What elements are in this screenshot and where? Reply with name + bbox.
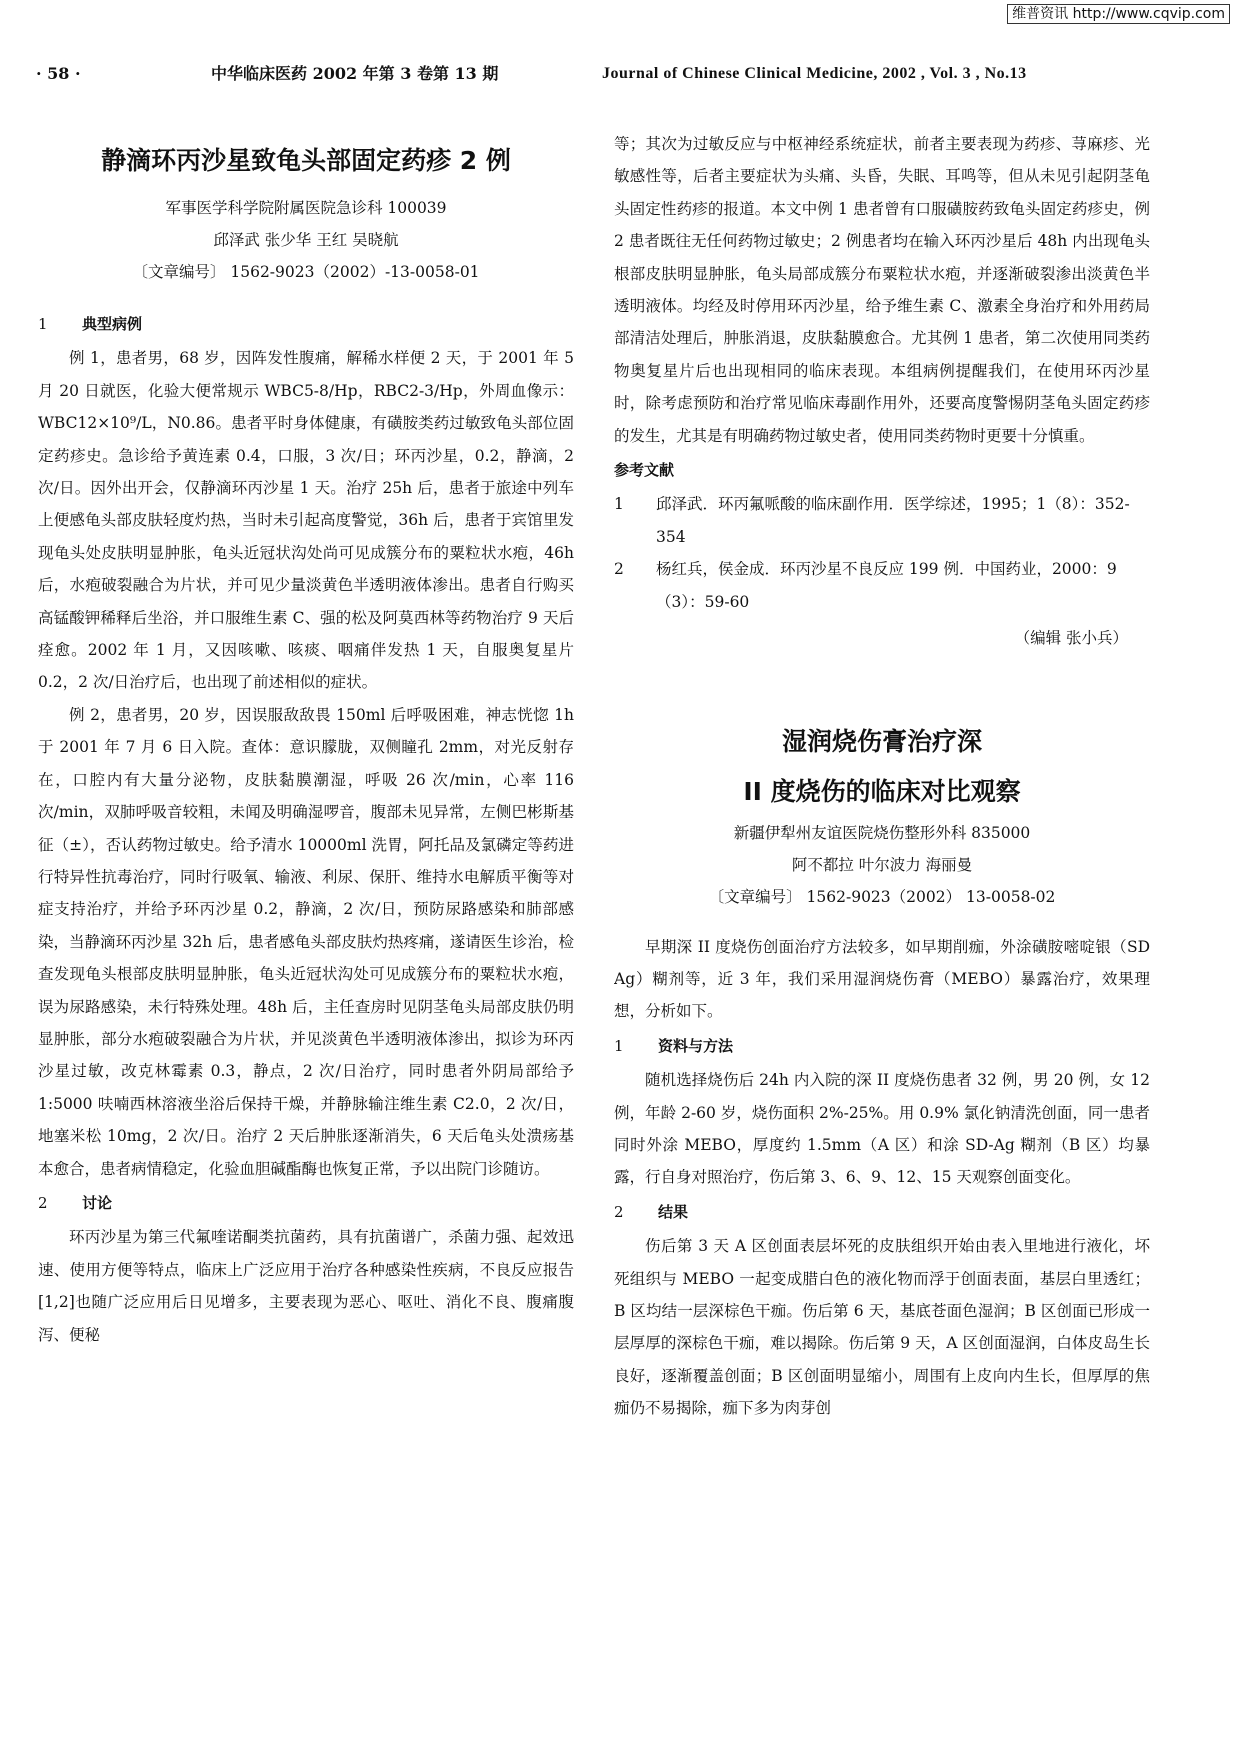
page-number: · 58 · (36, 64, 81, 83)
article1-section2-heading: 2 讨论 (38, 1193, 113, 1212)
article2-title-line2: II 度烧伤的临床对比观察 (743, 776, 1021, 806)
article2-results: 伤后第 3 天 A 区创面表层坏死的皮肤组织开始由表入里地进行液化，坏死组织与 MEBO 一起变成腊白色的液化物而浮于创面表面，基层白里透红；B 区均结一层深棕色干痂。伤后第 6 天，基底苍面色湿润；B 区创面已形成一层厚厚的深棕色干痂，难以揭除。伤后第 9 天，A 区创面湿润，白体皮岛生长良好，逐渐覆盖创面；B 区创面明显缩小，周围有上皮向内生长，但厚厚的焦痂仍不易揭除，痂下多为肉芽创 (614, 1237, 1150, 1418)
article2-title-line1: 湿润烧伤膏治疗深 (781, 726, 982, 756)
article1-discussion-part1: 环丙沙星为第三代氟喹诺酮类抗菌药，具有抗菌谱广，杀菌力强、起效迅速、使用方便等特点，临床上广泛应用于治疗各种感染性疾病，不良反应报告[1,2]也随广泛应用后日见增多，主要表现为恶心、呕吐、消化不良、腹痛腹泻、便秘 (38, 1228, 574, 1344)
article1-authors: 邱泽武 张少华 王红 吴晓航 (213, 231, 399, 249)
article1-section1-heading: 1 典型病例 (38, 315, 143, 333)
journal-title-en: Journal of Chinese Clinical Medicine, 2002 , Vol. 3 , No.13 (602, 65, 1027, 82)
article1-title: 静滴环丙沙星致龟头部固定药疹 2 例 (101, 146, 511, 175)
left-column (38, 128, 574, 1351)
article1-case1: 例 1，患者男，68 岁，因阵发性腹痛，解稀水样便 2 天，于 2001 年 5 月 20 日就医，化验大便常规示 WBC5-8/Hp，RBC2-3/Hp，外周血像示：WBC12×10⁹/L，N0.86。患者平时身体健康，有磺胺类药过敏致龟头部位固定药疹史。急诊给予黄连素 0.4，口服，3 次/日；环丙沙星，0.2，静滴，2 次/日。因外出开会，仅静滴环丙沙星 1 天。治疗 25h 后，患者于旅途中列车上便感龟头部皮肤轻度灼热，当时未引起高度警觉，36h 后，患者于宾馆里发现龟头处皮肤明显肿胀，龟头近冠状沟处尚可见成簇分布的粟粒状水疱，46h 后，水疱破裂融合为片状，并可见少量淡黄色半透明液体渗出。患者自行购买高锰酸钾稀释后坐浴，并口服维生素 C、强的松及阿莫西林等药物治疗 9 天后痊愈。2002 年 1 月，又因咳嗽、咳痰、咽痛伴发热 1 天，自服奥复星片 0.2，2 次/日治疗后，也出现了前述相似的症状。 (38, 349, 574, 692)
article2-intro: 早期深 II 度烧伤创面治疗方法较多，如早期削痂，外涂磺胺嘧啶银（SD Ag）糊剂等，近 3 年，我们采用湿润烧伤膏（MEBO）暴露治疗，效果理想，分析如下。 (614, 937, 1150, 1021)
article2-section1-heading: 1 资料与方法 (614, 1036, 734, 1055)
article1-discussion-part2: 等；其次为过敏反应与中枢神经系统症状，前者主要表现为药疹、荨麻疹、光敏感性等，后者主要症状为头痛、头昏，失眠、耳鸣等，但从未见引起阴茎龟头固定性药疹的报道。本文中例 1 患者曾有口服磺胺药致龟头固定药疹史，例 2 患者既往无任何药物过敏史；2 例患者均在输入环丙沙星后 48h 内出现龟头根部皮肤明显肿胀，龟头局部成簇分布粟粒状水疱，并逐渐破裂渗出淡黄色半透明液体。均经及时停用环丙沙星，给予维生素 C、激素全身治疗和外用药局部清洁处理后，肿胀消退，皮肤黏膜愈合。尤其例 1 患者，第二次使用同类药物奥复星片后也出现相同的临床表现。本组病例提醒我们，在使用环丙沙星时，除考虑预防和治疗常见临床毒副作用外，还要高度警惕阴茎龟头固定药疹的发生，尤其是有明确药物过敏史者，使用同类药物时更要十分慎重。 (614, 135, 1150, 445)
article2-methods: 随机选择烧伤后 24h 内入院的深 II 度烧伤患者 32 例，男 20 例，女 12 例，年龄 2-60 岁，烧伤面积 2%-25%。用 0.9% 氯化钠清洗创面，同一患者同时外涂 MEBO，厚度约 1.5mm（A 区）和涂 SD-Ag 糊剂（B 区）均暴露，行自身对照治疗，伤后第 3、6、9、12、15 天观察创面变化。 (614, 1071, 1150, 1187)
article1-article-number: 〔文章编号〕 1562-9023（2002）-13-0058-01 (132, 263, 480, 281)
article2-article-number: 〔文章编号〕 1562-9023（2002） 13-0058-02 (708, 887, 1056, 906)
watermark: 维普资讯 http://www.cqvip.com (1007, 4, 1230, 24)
right-column (614, 128, 1150, 1425)
article2-section2-heading: 2 结果 (614, 1202, 689, 1221)
references-heading: 参考文献 (614, 461, 675, 480)
reference-item: 2 杨红兵，侯金成．环丙沙星不良反应 199 例．中国药业，2000：9（3）：59-60 (614, 560, 1117, 611)
editor-note: （编辑 张小兵） (1014, 629, 1128, 648)
article1-affiliation: 军事医学科学院附属医院急诊科 100039 (165, 199, 447, 217)
article2-affiliation: 新疆伊犁州友谊医院烧伤整形外科 835000 (733, 823, 1031, 842)
article1-case2: 例 2，患者男，20 岁，因误服敌敌畏 150ml 后呼吸困难，神志恍惚 1h 于 2001 年 7 月 6 日入院。查体：意识朦胧，双侧瞳孔 2mm，对光反射存在，口腔内有大量分泌物，皮肤黏膜潮湿，呼吸 26 次/min，心率 116 次/min，双肺呼吸音较粗，未闻及明确湿啰音，腹部未见异常，左侧巴彬斯基征（±），否认药物过敏史。给予清水 10000ml 洗胃，阿托品及氯磷定等药进行特异性抗毒治疗，同时行吸氧、输液、利尿、保肝、维持水电解质平衡等对症支持治疗，并给予环丙沙星 0.2，静滴，2 次/日，预防尿路感染和肺部感染，当静滴环丙沙星 32h 后，患者感龟头部皮肤灼热疼痛，遂请医生诊治，检查发现龟头根部皮肤明显肿胀，龟头近冠状沟处可见成簇分布的粟粒状水疱，误为尿路感染，未行特殊处理。48h 后，主任查房时见阴茎龟头局部皮肤仍明显肿胀，部分水疱破裂融合为片状，并见淡黄色半透明液体渗出，拟诊为环丙沙星过敏，改克林霉素 0.3，静点，2 次/日治疗，同时患者外阴局部给予 1:5000 呋喃西林溶液坐浴后保持干燥，并静脉输注维生素 C2.0，2 次/日，地塞米松 10mg，2 次/日。治疗 2 天后肿胀逐渐消失，6 天后龟头处溃疡基本愈合，患者病情稳定，化验血胆碱酯酶也恢复正常，予以出院门诊随访。 (38, 705, 574, 1178)
journal-title-cn: 中华临床医药 2002 年第 3 卷第 13 期 (211, 64, 499, 83)
reference-item: 1 邱泽武．环丙氟哌酸的临床副作用．医学综述，1995；1（8）：352-354 (614, 495, 1130, 546)
article2-authors: 阿不都拉 叶尔波力 海丽曼 (791, 855, 973, 874)
